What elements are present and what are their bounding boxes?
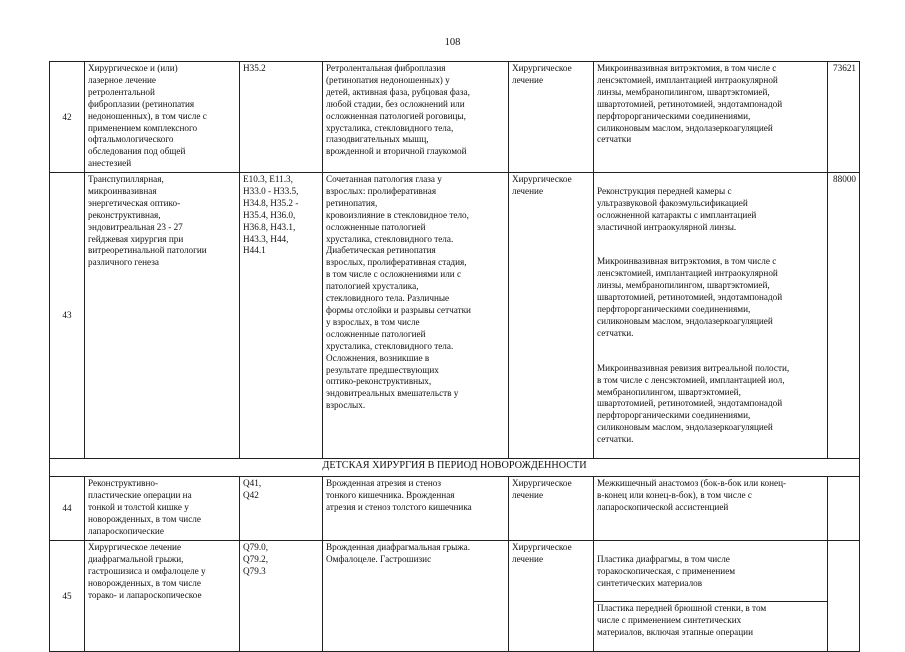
row-number: 45 — [50, 540, 85, 651]
procedures-table — [49, 61, 860, 652]
treatment-method: Пластика передней брюшной стенки, в том числе с применением синтетических материалов, включая этапные операции — [594, 601, 827, 639]
treatment-type: Хирургическое лечение — [509, 476, 594, 540]
patient-model: Ретролентальная фиброплазия (ретинопатия недоношенных) у детей, активная фаза, рубцовая фаза, любой стадии, без осложнений или осложненная патологией роговицы, хрусталика, стекловидного тела, глазодвигательных мышц, врожденной и вторичной глаукомой — [323, 62, 509, 173]
procedure-name: Реконструктивно- пластические операции на тонкой и толстой кишке у новорожденных, в том числе лапароскопические — [85, 476, 240, 540]
row-number: 42 — [50, 62, 85, 173]
price: 73621 — [828, 62, 860, 173]
patient-model: Врожденная диафрагмальная грыжа. Омфалоцеле. Гастрошизис — [323, 540, 509, 651]
price — [828, 476, 860, 540]
treatment-type: Хирургическое лечение — [509, 62, 594, 173]
row-number: 44 — [50, 476, 85, 540]
patient-model: Сочетанная патология глаза у взрослых: пролиферативная ретинопатия, кровоизлияние в стекловидное тело, осложненные патологией хрусталика, стекловидного тела. Диабетическая ретинопатия взрослых, пролиферативная стадия, в том числе с осложнениями или с патологией хрусталика, стекловидного тела. Различные формы отслойки и разрывы сетчатки у взрослых, в том числе осложненные патологией хрусталика, стекловидного тела. Осложнения, возникшие в результате предшествующих оптико-реконструктивных, эндовитреальных вмешательств у взрослых. — [323, 173, 509, 459]
procedure-name: Хирургическое и (или) лазерное лечение ретролентальной фиброплазии (ретинопатия недоношенных), в том числе с применением комплексного офтальмологического обследования под общей анестезией — [85, 62, 240, 173]
treatment-type: Хирургическое лечение — [509, 540, 594, 651]
treatment-method: Микроинвазивная витрэктомия, в том числе с ленсэктомией, имплантацией интраокулярной линзы, мембранопилингом, швартэктомией, швартотомией, ретинотомией, эндотампонадой перфторорганическими соединениями, силиконовым маслом, эндолазеркоагуляцией сетчатки. — [597, 256, 783, 338]
procedure-name: Транспупиллярная, микроинвазивная энергетическая оптико- реконструктивная, эндовитреальная 23 - 27 гейджевая хирургия при витреоретинальной патологии различного генеза — [85, 173, 240, 459]
treatment-method: Микроинвазивная ревизия витреальной полости, в том числе с ленсэктомией, имплантацией иол, мембранопилингом, швартэктомией, швартотомией, ретинотомией, эндотампонадой перфторорганическими соединениями, силиконовым маслом, эндолазеркоагуляцией сетчатки. — [597, 362, 790, 445]
table-row-45 — [50, 540, 860, 651]
treatment-method: Межкишечный анастомоз (бок-в-бок или конец- в-конец или конец-в-бок), в том числе с лапароскопической ассистенцией — [594, 476, 828, 540]
treatment-type: Хирургическое лечение — [509, 173, 594, 459]
price: 88000 — [828, 173, 860, 459]
section-title: ДЕТСКАЯ ХИРУРГИЯ В ПЕРИОД НОВОРОЖДЕННОСТИ — [50, 458, 860, 476]
page-number: 108 — [444, 37, 461, 48]
treatment-methods — [594, 540, 828, 651]
icd-codes: Q41, Q42 — [240, 476, 323, 540]
treatment-method: Пластика диафрагмы, в том числе торакоскопическая, с применением синтетических материалов — [597, 553, 736, 588]
icd-codes: Q79.0, Q79.2, Q79.3 — [240, 540, 323, 651]
price — [828, 540, 860, 651]
table-row-43 — [50, 173, 860, 459]
procedure-name: Хирургическое лечение диафрагмальной грыжи, гастрошизиса и омфалоцеле у новорожденных, в том числе торако- и лапароскопическое — [85, 540, 240, 651]
row-number: 43 — [50, 173, 85, 459]
treatment-method: Микроинвазивная витрэктомия, в том числе с ленсэктомией, имплантацией интраокулярной линзы, мембранопилингом, швартэктомией, швартотомией, ретинотомией, эндотампонадой перфторорганическими соединениями, силиконовым маслом, эндолазеркоагуляцией сетчатки — [594, 62, 828, 173]
icd-codes: E10.3, E11.3, H33.0 - H33.5, H34.8, H35.2 - H35.4, H36.0, H36.8, H43.1, H43.3, H44, H44.1 — [240, 173, 323, 459]
patient-model: Врожденная атрезия и стеноз тонкого кишечника. Врожденная атрезия и стеноз толстого кишечника — [323, 476, 509, 540]
treatment-method: Реконструкция передней камеры с ультразвуковой факоэмульсификацией осложненной катаракты с имплантацией эластичной интраокулярной линзы. — [597, 185, 757, 232]
icd-codes: H35.2 — [240, 62, 323, 173]
table-row-44 — [50, 476, 860, 540]
section-row — [50, 458, 860, 476]
table-row-42 — [50, 62, 860, 173]
treatment-methods — [594, 173, 828, 459]
